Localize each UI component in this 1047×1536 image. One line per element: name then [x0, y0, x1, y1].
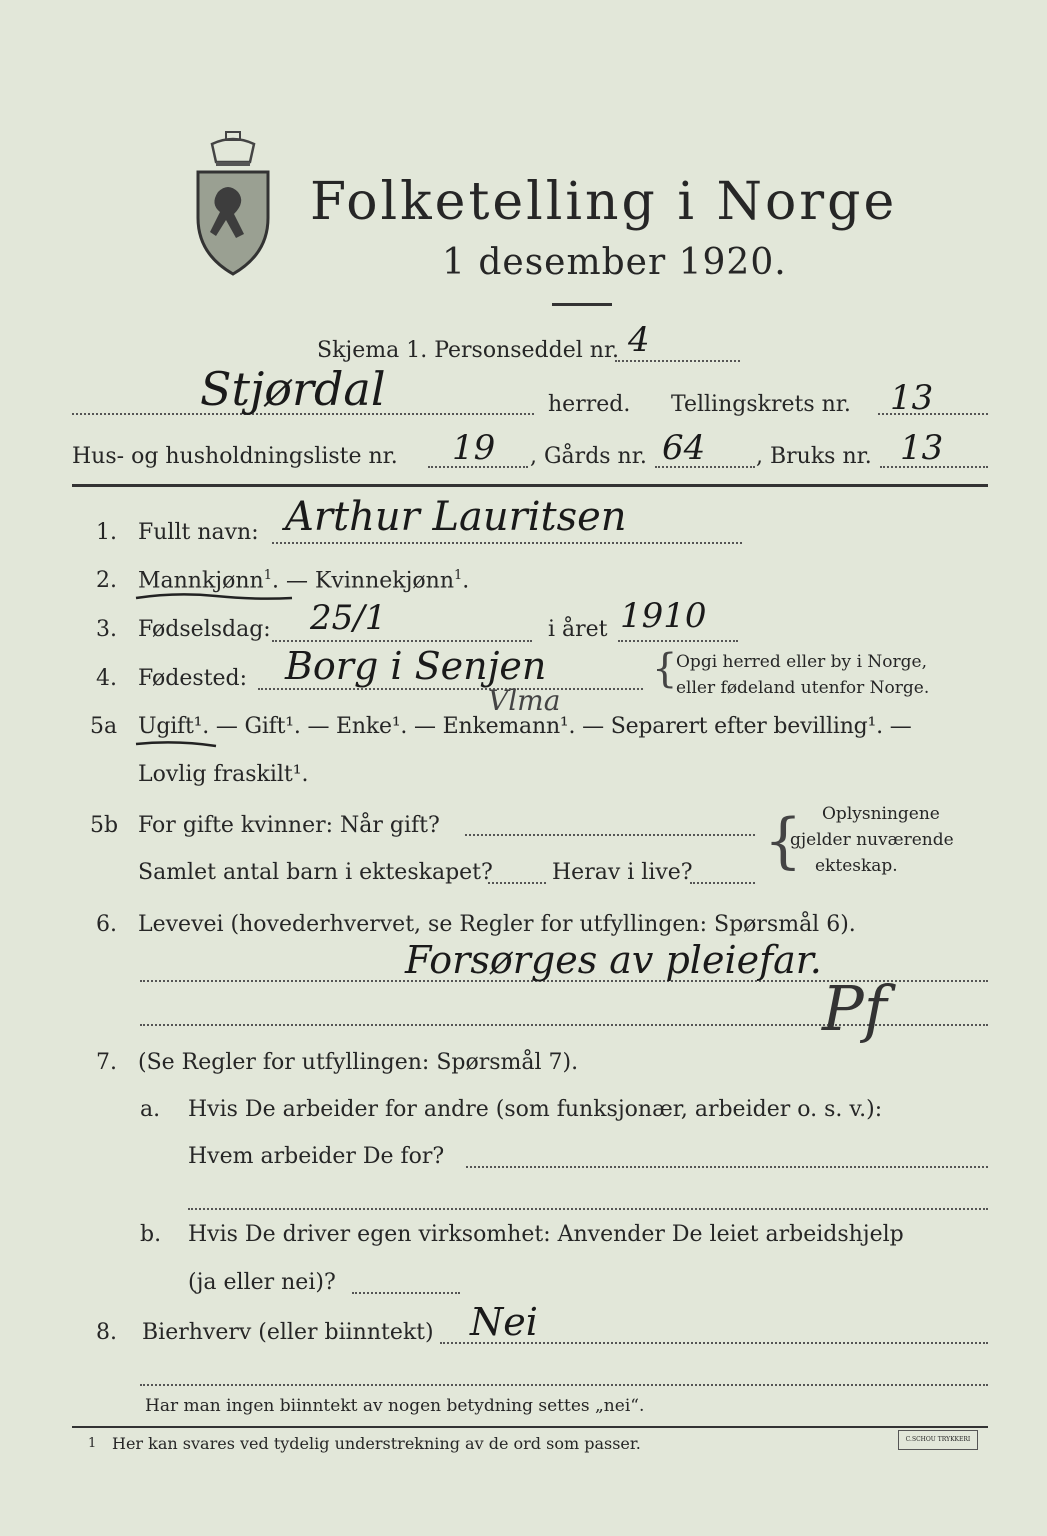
q6-number: 6. — [96, 912, 117, 937]
q5a-number: 5a — [90, 714, 118, 739]
q4-note-2: eller fødeland utenfor Norge. — [676, 678, 930, 698]
year-label: i året — [548, 617, 608, 642]
birthplace-overwrite-mark: Vlma — [488, 684, 561, 717]
marital-status-options[interactable]: Ugift¹. — Gift¹. — Enke¹. — Enkemann¹. — Separert efter bevilling¹. — — [138, 714, 912, 739]
footer-note: Har man ingen biinntekt av nogen betydning settes „nei“. — [145, 1396, 645, 1416]
ugift-underline-mark — [134, 738, 218, 750]
section-divider — [72, 484, 988, 487]
form-title: Folketelling i Norge — [310, 172, 898, 232]
occupation-value[interactable]: Forsørges av pleiefar. — [405, 938, 822, 982]
year-field-line — [618, 640, 738, 642]
q7a-label: Hvis De arbeider for andre (som funksjonær, arbeider o. s. v.): — [188, 1097, 883, 1122]
footnote: Her kan svares ved tydelig understrekning av de ord som passer. — [112, 1434, 641, 1453]
married-when-label: For gifte kvinner: Når gift? — [138, 813, 440, 838]
husholdningsliste-label: Hus- og husholdningsliste nr. — [72, 444, 398, 469]
herred-value[interactable]: Stjørdal — [200, 362, 386, 416]
occupation-code-mark: Pf — [822, 972, 887, 1045]
q7b-label: Hvis De driver egen virksomhet: Anvender De leiet arbeidshjelp — [188, 1222, 904, 1247]
hired-help-field-line — [352, 1292, 460, 1294]
q6-label: Levevei (hovederhvervet, se Regler for utfyllingen: Spørsmål 6). — [138, 912, 856, 937]
q4-note-1: Opgi herred eller by i Norge, — [676, 652, 927, 672]
q7-label: (Se Regler for utfyllingen: Spørsmål 7). — [138, 1050, 579, 1075]
q3-label: Fødselsdag: — [138, 617, 271, 642]
personseddel-number[interactable]: 4 — [628, 320, 650, 360]
side-income-value[interactable]: Nei — [470, 1300, 538, 1344]
footnote-number: 1 — [88, 1436, 97, 1451]
q3-number: 3. — [96, 617, 117, 642]
full-name-value[interactable]: Arthur Lauritsen — [285, 494, 627, 540]
birthplace-field-line — [258, 688, 643, 690]
q5b-note-1: Oplysningene — [822, 804, 940, 824]
gards-number[interactable]: 64 — [662, 428, 706, 468]
married-when-field-line — [465, 834, 755, 836]
gards-label: , Gårds nr. — [530, 444, 647, 469]
alive-label: Herav i live? — [552, 860, 693, 885]
employer-field-line-2 — [188, 1208, 988, 1210]
q1-number: 1. — [96, 520, 117, 545]
skjema-field-line — [615, 360, 740, 362]
husholdningsliste-number[interactable]: 19 — [452, 428, 496, 468]
q2-options: Mannkjønn$^1$. — Kvinnekjønn$^1$. — [138, 568, 470, 594]
children-field-line — [488, 882, 546, 884]
herred-label: herred. — [548, 392, 631, 417]
q4-label: Fødested: — [138, 666, 248, 691]
q2-number: 2. — [96, 568, 117, 593]
employer-label: Hvem arbeider De for? — [188, 1144, 445, 1169]
marital-status-options-2[interactable]: Lovlig fraskilt¹. — [138, 762, 309, 787]
printer-stamp: C.SCHOU TRYKKERI — [898, 1430, 978, 1450]
q5b-number: 5b — [90, 813, 119, 838]
birthday-field-line — [272, 640, 532, 642]
tellingskrets-number[interactable]: 13 — [890, 378, 934, 418]
q7b-number: b. — [140, 1222, 162, 1247]
birth-year-value[interactable]: 1910 — [620, 596, 707, 636]
male-underline-mark — [134, 590, 294, 604]
q5b-brace: { — [764, 806, 803, 876]
q7-number: 7. — [96, 1050, 117, 1075]
q1-label: Fullt navn: — [138, 520, 259, 545]
hired-help-label: (ja eller nei)? — [188, 1270, 336, 1295]
bruks-label: , Bruks nr. — [756, 444, 872, 469]
birthday-value[interactable]: 25/1 — [310, 598, 387, 638]
q8-label: Bierhverv (eller biinntekt) — [142, 1320, 434, 1345]
q7a-number: a. — [140, 1097, 161, 1122]
q1-field-line — [272, 542, 742, 544]
children-label: Samlet antal barn i ekteskapet? — [138, 860, 493, 885]
tellingskrets-label: Tellingskrets nr. — [671, 392, 851, 417]
male-option[interactable]: Mannkjønn — [138, 568, 264, 594]
alive-field-line — [690, 882, 755, 884]
form-date: 1 desember 1920. — [442, 242, 787, 283]
employer-field-line — [466, 1166, 988, 1168]
side-income-field-line-2 — [140, 1384, 988, 1386]
female-option[interactable]: Kvinnekjønn — [315, 568, 454, 594]
q4-number: 4. — [96, 666, 117, 691]
q8-number: 8. — [96, 1320, 117, 1345]
birthplace-value[interactable]: Borg i Senjen — [285, 644, 547, 688]
coat-of-arms-icon — [190, 128, 276, 278]
bruks-number[interactable]: 13 — [900, 428, 944, 468]
header-divider — [552, 303, 612, 306]
q5b-note-3: ekteskap. — [815, 856, 898, 876]
q4-brace: { — [652, 646, 678, 692]
q5b-note-2: gjelder nuværende — [790, 830, 954, 850]
skjema-label: Skjema 1. Personseddel nr. — [317, 338, 620, 363]
footer-divider — [72, 1426, 988, 1428]
